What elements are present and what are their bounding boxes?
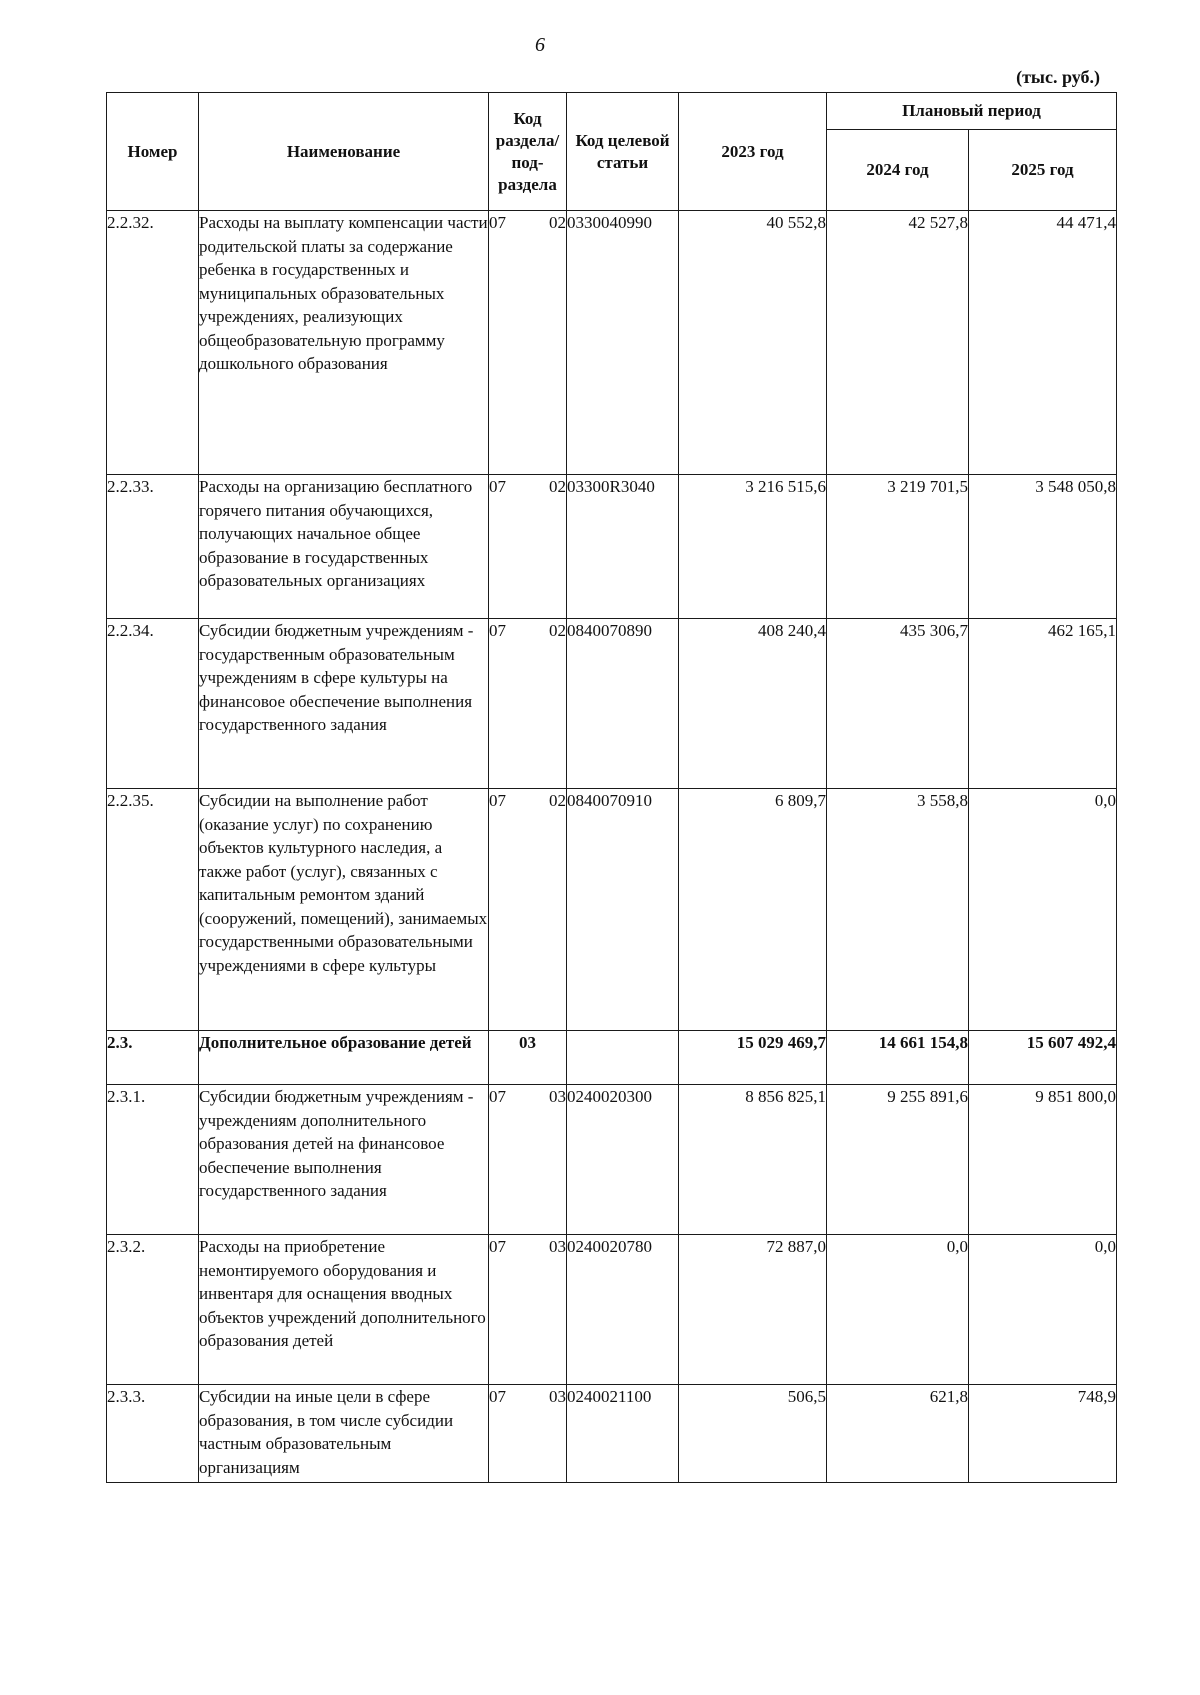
row-section-cell: [489, 1085, 567, 1235]
page-number: 6: [535, 34, 545, 56]
table-row: [107, 211, 1117, 475]
row-number: 2.3.3.: [107, 1385, 199, 1483]
header-number: Номер: [107, 93, 199, 211]
row-amount-2024: 3 219 701,5: [827, 475, 969, 619]
row-amount-2023: 6 809,7: [679, 789, 827, 1031]
row-section: 07: [489, 1387, 506, 1406]
row-amount-2025: 462 165,1: [969, 619, 1117, 789]
row-amount-2023: 408 240,4: [679, 619, 827, 789]
table-body: [107, 211, 1117, 1483]
row-code: [567, 1031, 679, 1085]
row-code: 0330040990: [567, 211, 679, 475]
row-amount-2025: 748,9: [969, 1385, 1117, 1483]
header-name: Наименование: [199, 93, 489, 211]
header-target-code: Код целевой статьи: [567, 93, 679, 211]
row-section: 07: [489, 621, 506, 640]
row-name: Расходы на приобретение немонтируемого оборудования и инвентаря для оснащения вводных объектов учреждений дополнительного образования детей: [199, 1235, 489, 1385]
row-code: 0240020300: [567, 1085, 679, 1235]
row-section: 07: [489, 1237, 506, 1256]
table-row: [107, 1385, 1117, 1483]
header-year-2024: 2024 год: [827, 130, 969, 211]
table-row: [107, 619, 1117, 789]
table-row: [107, 475, 1117, 619]
header-year-2023: 2023 год: [679, 93, 827, 211]
row-name: Дополнительное образование детей: [199, 1031, 489, 1085]
row-name: Субсидии бюджетным учреждениям - государственным образовательным учреждениям в сфере культуры на финансовое обеспечение выполнения государственного задания: [199, 619, 489, 789]
row-amount-2025: 44 471,4: [969, 211, 1117, 475]
row-name: Субсидии на иные цели в сфере образования, в том числе субсидии частным образовательным организациям: [199, 1385, 489, 1483]
row-section-cell: [489, 1235, 567, 1385]
row-amount-2024: 9 255 891,6: [827, 1085, 969, 1235]
row-code: 0840070910: [567, 789, 679, 1031]
table-header: [107, 93, 1117, 211]
row-section: 07: [489, 477, 506, 496]
row-amount-2023: 3 216 515,6: [679, 475, 827, 619]
row-code: 0240021100: [567, 1385, 679, 1483]
table-row: [107, 1085, 1117, 1235]
row-section-cell: [489, 211, 567, 475]
row-subsection: 03: [519, 1033, 536, 1052]
row-amount-2023: 72 887,0: [679, 1235, 827, 1385]
row-amount-2024: 0,0: [827, 1235, 969, 1385]
budget-table: [106, 92, 1117, 1483]
row-number: 2.2.35.: [107, 789, 199, 1031]
row-amount-2024: 42 527,8: [827, 211, 969, 475]
row-code: 0840070890: [567, 619, 679, 789]
table-row: [107, 1031, 1117, 1085]
row-number: 2.2.34.: [107, 619, 199, 789]
row-name: Субсидии на выполнение работ (оказание услуг) по сохранению объектов культурного наследия, а также работ (услуг), связанных с капитальным ремонтом зданий (сооружений, помещений), занимаемых государственными образовательными учреждениями в сфере культуры: [199, 789, 489, 1031]
row-subsection: 02: [549, 213, 566, 232]
row-name: Расходы на организацию бесплатного горячего питания обучающихся, получающих начальное общее образование в государственных образовательных организациях: [199, 475, 489, 619]
row-amount-2025: 0,0: [969, 1235, 1117, 1385]
row-section-cell: [489, 475, 567, 619]
row-number: 2.3.1.: [107, 1085, 199, 1235]
row-section-cell: [489, 1385, 567, 1483]
row-subsection: 02: [549, 791, 566, 810]
row-amount-2023: 15 029 469,7: [679, 1031, 827, 1085]
row-amount-2024: 3 558,8: [827, 789, 969, 1031]
row-amount-2024: 621,8: [827, 1385, 969, 1483]
row-section-cell: [489, 789, 567, 1031]
row-subsection: 02: [549, 477, 566, 496]
row-number: 2.2.33.: [107, 475, 199, 619]
row-amount-2025: 3 548 050,8: [969, 475, 1117, 619]
row-section: 07: [489, 1087, 506, 1106]
row-number: 2.2.32.: [107, 211, 199, 475]
row-subsection: 03: [549, 1387, 566, 1406]
row-number: 2.3.2.: [107, 1235, 199, 1385]
row-amount-2023: 506,5: [679, 1385, 827, 1483]
row-section-cell: [489, 619, 567, 789]
row-subsection: 03: [549, 1237, 566, 1256]
row-amount-2024: 435 306,7: [827, 619, 969, 789]
row-code: 03300R3040: [567, 475, 679, 619]
row-number: 2.3.: [107, 1031, 199, 1085]
row-section: 07: [489, 213, 506, 232]
header-section-code: Код раздела/ под- раздела: [489, 93, 567, 211]
row-amount-2025: 9 851 800,0: [969, 1085, 1117, 1235]
row-amount-2024: 14 661 154,8: [827, 1031, 969, 1085]
row-section: 07: [489, 791, 506, 810]
row-name: Расходы на выплату компенсации части родительской платы за содержание ребенка в государственных и муниципальных образовательных учреждениях, реализующих общеобразовательную программу дошкольного образования: [199, 211, 489, 475]
row-amount-2025: 15 607 492,4: [969, 1031, 1117, 1085]
row-subsection: 02: [549, 621, 566, 640]
row-name: Субсидии бюджетным учреждениям - учреждениям дополнительного образования детей на финансовое обеспечение выполнения государственного задания: [199, 1085, 489, 1235]
header-planned-period: Плановый период: [827, 93, 1117, 130]
table-row: [107, 1235, 1117, 1385]
row-amount-2025: 0,0: [969, 789, 1117, 1031]
row-subsection: 03: [549, 1087, 566, 1106]
units-label: (тыс. руб.): [1016, 67, 1100, 87]
row-amount-2023: 8 856 825,1: [679, 1085, 827, 1235]
row-amount-2023: 40 552,8: [679, 211, 827, 475]
row-code: 0240020780: [567, 1235, 679, 1385]
table-row: [107, 789, 1117, 1031]
header-year-2025: 2025 год: [969, 130, 1117, 211]
row-section-cell: [489, 1031, 567, 1085]
